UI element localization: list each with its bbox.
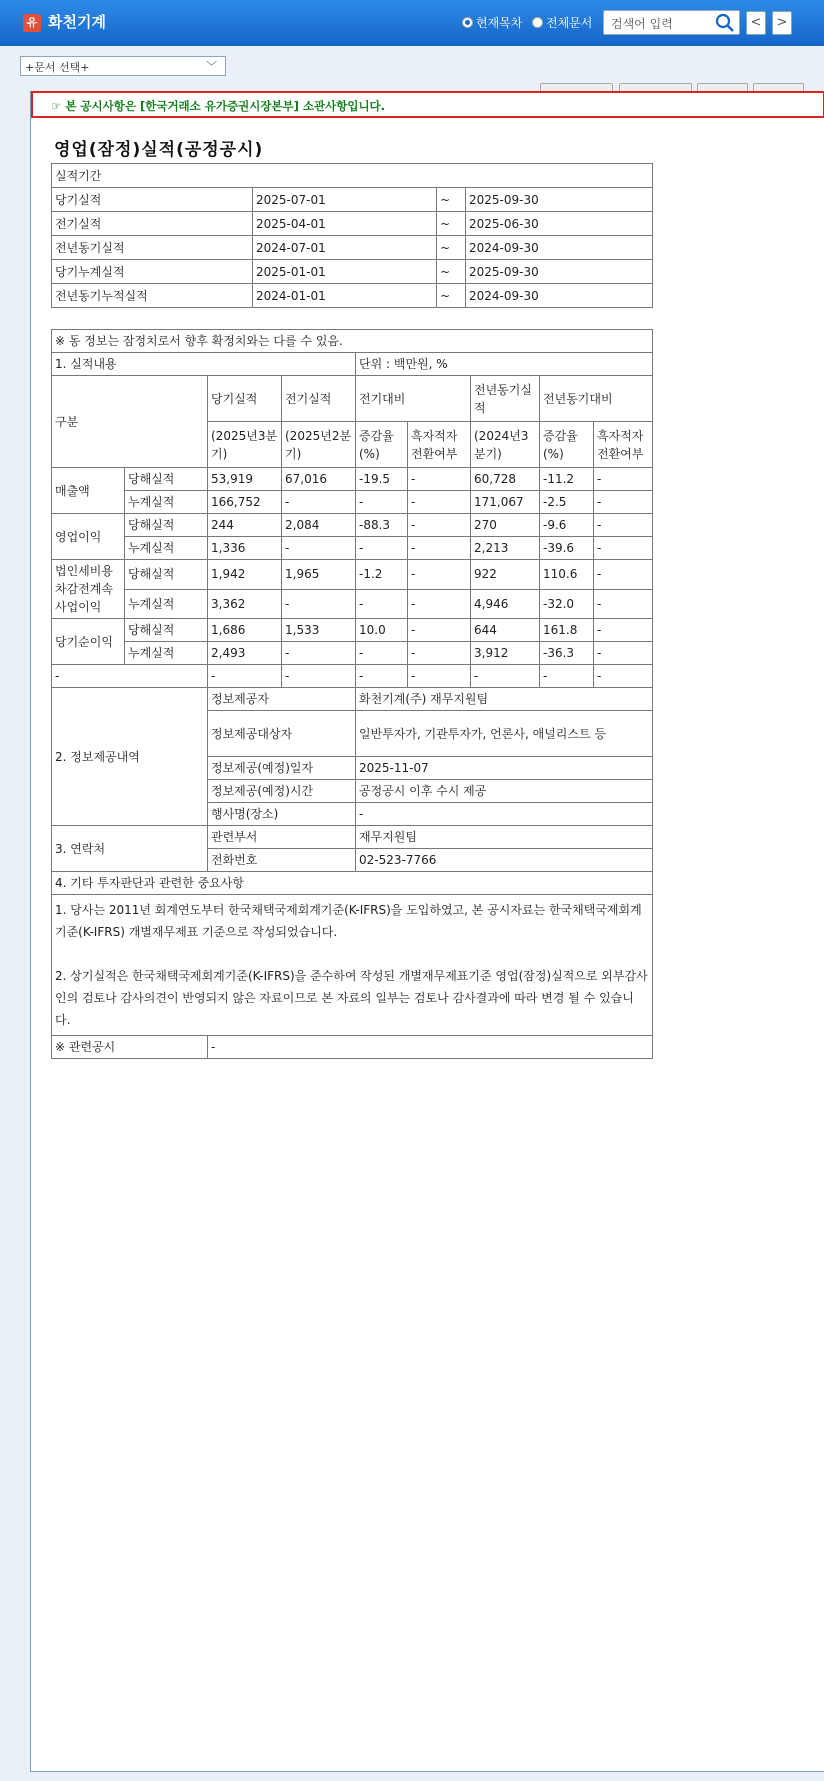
document-select-value: +문서 선택+ [25, 61, 90, 74]
radio-selected-icon[interactable] [462, 17, 473, 28]
section-title: 4. 기타 투자판단과 관련한 중요사항 [52, 872, 653, 895]
table-row: 3. 연락처 관련부서 재무지원팀 [52, 826, 653, 849]
group-label: 당기순이익 [52, 619, 125, 665]
related-value: - [208, 1036, 653, 1059]
table-row: 누계실적 2,493 - - - 3,912 -36.3 - [52, 642, 653, 665]
table-row: 누계실적 3,362 - - - 4,946 -32.0 - [52, 589, 653, 619]
note-1: 1. 당사는 2011년 회계연도부터 한국채택국제회계기준(K-IFRS)을 도입하였고, 본 공시자료는 한국채택국제회계기준(K-IFRS) 개별재무제표 기준으로 작성되었습니다. [55, 903, 642, 939]
header-vs-previous: 전기대비 [356, 376, 471, 422]
performance-table [51, 329, 653, 1059]
radio-all-label: 전체문서 [546, 16, 593, 30]
table-row: - - - - - - - - [52, 665, 653, 688]
table-row: 행사명(장소) - [52, 803, 653, 826]
table-row: 당기실적 2025-07-01 ~ 2025-09-30 [52, 188, 653, 212]
table-row: 전년동기실적 2024-07-01 ~ 2024-09-30 [52, 236, 653, 260]
section-title: 1. 실적내용 [52, 353, 356, 376]
search-placeholder: 검색어 입력 [611, 17, 673, 31]
table-row: 정보제공(예정)일자 2025-11-07 [52, 757, 653, 780]
table-row: 전년동기누적실적 2024-01-01 ~ 2024-09-30 [52, 284, 653, 308]
table-row: 매출액 당해실적 53,919 67,016 -19.5 - 60,728 -11.2 - [52, 468, 653, 491]
top-bar [0, 0, 824, 46]
header-vs-yoy: 전년동기대비 [540, 376, 653, 422]
period-header: 실적기간 [52, 164, 653, 188]
table-row: 영업이익 당해실적 244 2,084 -88.3 - 270 -9.6 - [52, 514, 653, 537]
header-previous-period: (2025년2분기) [282, 422, 356, 468]
table-row: 전화번호 02-523-7766 [52, 849, 653, 872]
chevron-down-icon: ﹀ [206, 60, 217, 73]
header-turn: 흑자적자전환여부 [594, 422, 653, 468]
header-current-period: (2025년3분기) [208, 422, 282, 468]
related-label: ※ 관련공시 [52, 1036, 208, 1059]
table-row: 누계실적 1,336 - - - 2,213 -39.6 - [52, 537, 653, 560]
table-row: 누계실적 166,752 - - - 171,067 -2.5 - [52, 491, 653, 514]
header-yoy-period: (2024년3분기) [471, 422, 540, 468]
table-row: 당기누계실적 2025-01-01 ~ 2025-09-30 [52, 260, 653, 284]
document-select[interactable] [20, 56, 226, 76]
table-row: 정보제공(예정)시간 공정공시 이후 수시 제공 [52, 780, 653, 803]
radio-unselected-icon[interactable] [532, 17, 543, 28]
note-2: 2. 상기실적은 한국채택국제회계기준(K-IFRS)을 준수하여 작성된 개별재무제표기준 영업(잠정)실적으로 외부감사인의 검토나 감사의견이 반영되지 않은 자료이므로 본 자료의 일부는 검토나 감사결과에 따라 변경 될 수 있습니다. [55, 969, 648, 1027]
table-row: 당기순이익 당해실적 1,686 1,533 10.0 - 644 161.8 - [52, 619, 653, 642]
disclaimer: ※ 동 정보는 잠정치로서 향후 확정치와는 다를 수 있음. [52, 330, 653, 353]
group-label: 매출액 [52, 468, 125, 514]
page-title: 영업(잠정)실적(공정공시) [54, 140, 264, 160]
section-title: 2. 정보제공내역 [52, 688, 208, 826]
document-viewer [30, 91, 824, 1772]
table-row: 2. 정보제공내역 정보제공자 화천기계(주) 재무지원팀 [52, 688, 653, 711]
table-row: 법인세비용차감전계속사업이익 당해실적 1,942 1,965 -1.2 - 922 110.6 - [52, 560, 653, 590]
unit-label: 단위 : 백만원, % [356, 353, 653, 376]
radio-all-docs[interactable] [532, 14, 592, 31]
notice-banner: ☞ 본 공시사항은 [한국거래소 유가증권시장본부] 소관사항입니다. [31, 91, 824, 118]
search-input[interactable] [603, 10, 740, 35]
radio-current-toc[interactable] [462, 14, 522, 31]
company-name[interactable]: 화천기계 [48, 13, 106, 31]
header-turn: 흑자적자전환여부 [408, 422, 471, 468]
next-button[interactable]: > [772, 11, 792, 35]
search-icon[interactable] [715, 13, 735, 33]
header-yoy: 전년동기실적 [471, 376, 540, 422]
period-table [51, 163, 653, 308]
radio-current-label: 현재목차 [476, 16, 523, 30]
table-row: 전기실적 2025-04-01 ~ 2025-06-30 [52, 212, 653, 236]
section-title: 3. 연락처 [52, 826, 208, 872]
phone-number: 02-523-7766 [356, 849, 653, 872]
notes-cell [52, 895, 653, 1036]
group-label: 영업이익 [52, 514, 125, 560]
table-row: 정보제공대상자 일반투자가, 기관투자가, 언론사, 애널리스트 등 [52, 711, 653, 757]
prev-button[interactable]: < [746, 11, 766, 35]
header-rate: 증감율(%) [356, 422, 408, 468]
header-current: 당기실적 [208, 376, 282, 422]
company-logo-icon: 유 [23, 14, 41, 32]
header-rate: 증감율(%) [540, 422, 594, 468]
header-gubun: 구분 [52, 376, 208, 468]
group-label: 법인세비용차감전계속사업이익 [52, 560, 125, 619]
header-previous: 전기실적 [282, 376, 356, 422]
